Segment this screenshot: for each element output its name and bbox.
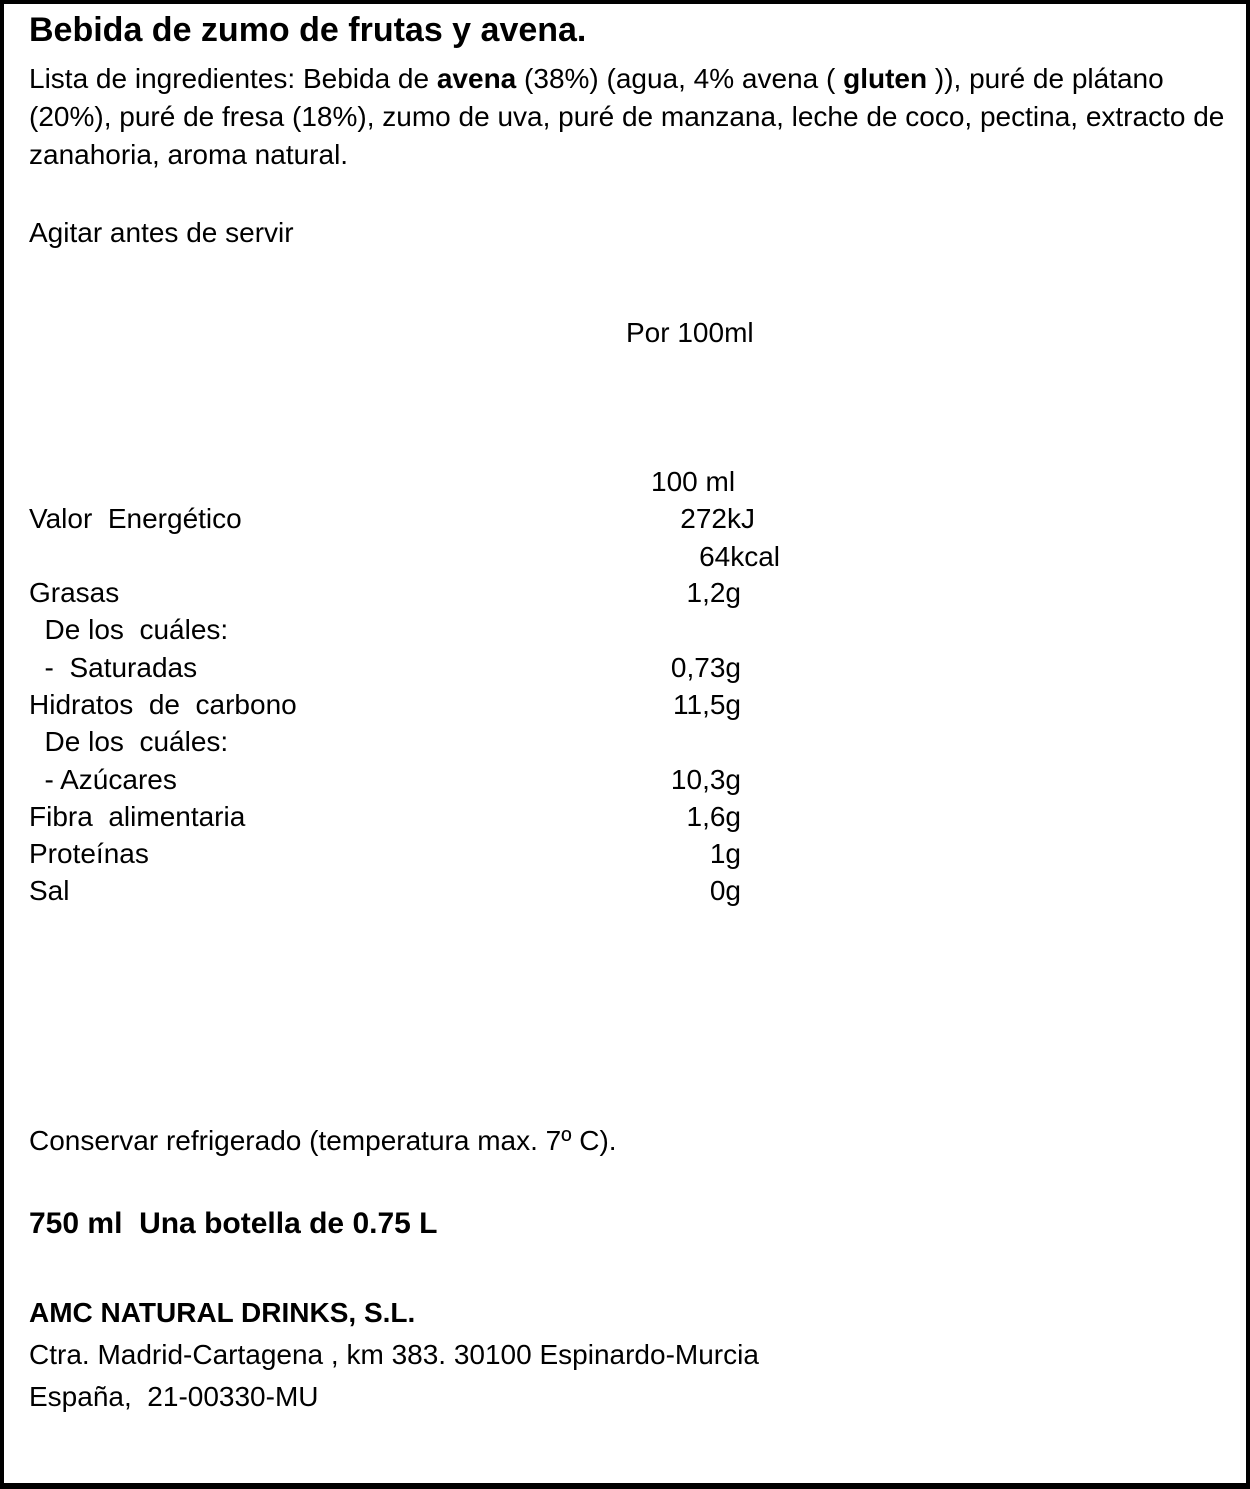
ingredients-suffix: )), puré de plátano (20%), puré de fresa (18%), zumo de uva, puré de manzana, leche de coco, pectina, extracto de zanahoria, aroma natural. [29,63,1225,170]
nutrition-column-unit: 100 ml [651,466,736,497]
nutrient-value: 1g [709,838,741,869]
nutrient-label: Sal [29,875,70,906]
nutrient-value: 10,3g [670,764,741,795]
nutrient-value: 1,6g [686,801,741,832]
ingredients-list [29,60,1229,174]
nutrient-label: De los cuáles: [29,614,229,645]
shake-instruction: Agitar antes de servir [29,217,294,248]
storage-instruction: Conservar refrigerado (temperatura max. 7º C). [29,1125,617,1156]
manufacturer-address-line2: España, 21-00330-MU [29,1381,319,1412]
ingredients-mid: (38%) (agua, 4% avena ( [516,63,844,94]
nutrient-value: 272kJ [680,503,755,534]
allergen-gluten: gluten [843,63,928,94]
nutrient-label: Grasas [29,577,120,608]
manufacturer-address-line1: Ctra. Madrid-Cartagena , km 383. 30100 Espinardo-Murcia [29,1339,759,1370]
nutrient-label: Hidratos de carbono [29,689,297,720]
nutrient-label: Fibra alimentaria [29,801,246,832]
manufacturer-name: AMC NATURAL DRINKS, S.L. [29,1297,416,1328]
allergen-avena: avena [436,63,517,94]
nutrient-label: - Azúcares [29,764,177,795]
nutrient-label: De los cuáles: [29,726,229,757]
nutrient-value: 0,73g [670,652,741,683]
product-title: Bebida de zumo de frutas y avena. [29,11,587,49]
nutrient-value: 1,2g [686,577,741,608]
nutrient-value: 64kcal [699,541,780,572]
nutrient-label: Proteínas [29,838,149,869]
nutrient-value: 0g [709,875,741,906]
nutrient-label: Valor Energético [29,503,242,534]
nutrition-header: Por 100ml [626,317,754,348]
nutrient-label: - Saturadas [29,652,198,683]
volume-info: 750 ml Una botella de 0.75 L [29,1207,438,1240]
nutrient-value: 11,5g [673,689,741,720]
ingredients-prefix: Lista de ingredientes: Bebida de [29,63,437,94]
